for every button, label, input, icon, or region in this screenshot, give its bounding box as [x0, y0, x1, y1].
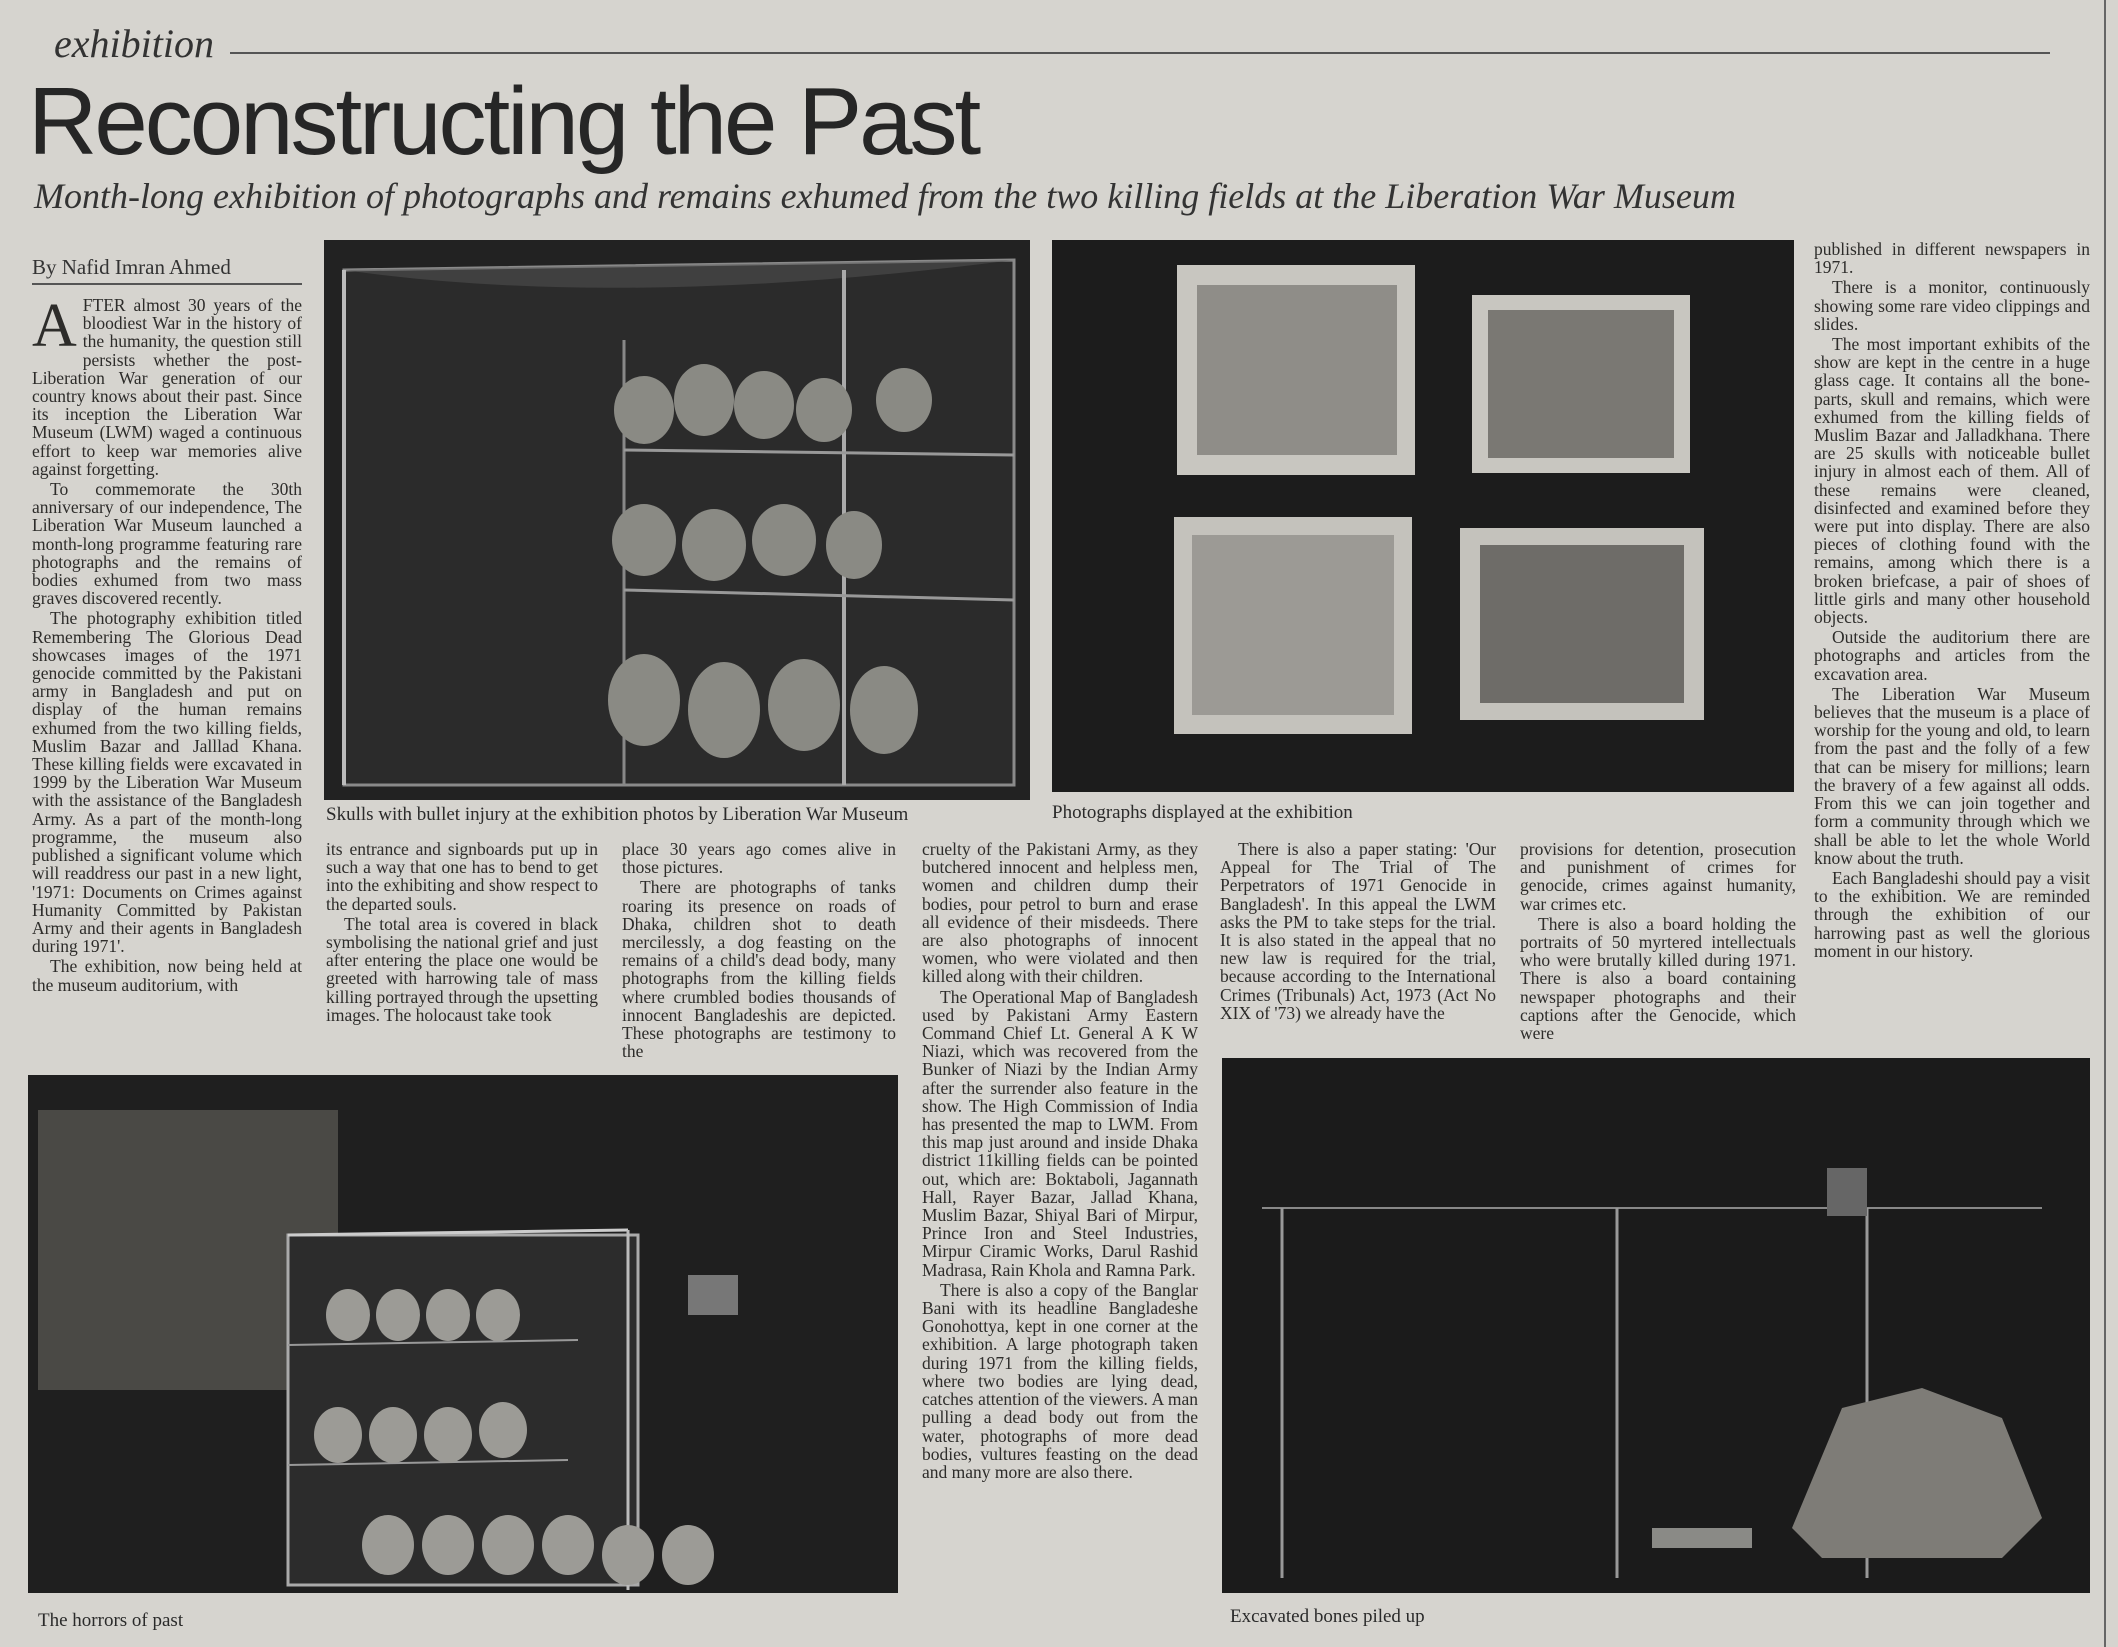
column-5-paragraph: There is also a paper stating: 'Our Appeal for The Trial of The Perpetrators of 1971 Genocide in Bangladesh'. In this appeal the LWM asks the PM to take steps for the trial. It is also stated in the appeal that no new law is required for the trial, because according to the International Crimes (Tribunals) Act, 1973 (Act No XIX of '73) we already have the — [1220, 840, 1496, 1023]
column-1-paragraph: The photography exhibition titled Remembering The Glorious Dead showcases images of the 1971 genocide committed by the Pakistani army in Bangladesh and put on display of the human remains exhumed from the two killing fields, Muslim Bazar and Jalllad Khana. These killing fields were excavated in 1999 by the Liberation War Museum with the assistance of the Bangladesh Army. As a part of the month-long programme, the museum also published a significant volume which will readdress our past in a new light, '1971: Documents on Crimes against Humanity Committed by Pakistan Army and their agents in Bangladesh during 1971'. — [32, 608, 302, 957]
article-column-4 — [922, 840, 1198, 1610]
caption-bones: Excavated bones piled up — [1230, 1606, 1425, 1627]
drop-cap: A — [32, 296, 77, 360]
column-7-paragraph: The Liberation War Museum believes that the museum is a place of worship for the young and old, to learn from the past and the folly of a few that can be misery for millions; learn the bravery of a few against all odds. From this we can join together and form a community through which we shall be able to let the whole World know about the truth. — [1814, 683, 2090, 868]
column-1-paragraph: To commemorate the 30th anniversary of our independence, The Liberation War Museum launched a month-long programme featuring rare photographs and the remains of bodies exhumed from two mass graves discovered recently. — [32, 479, 302, 609]
column-6-paragraph: There is also a board holding the portraits of 50 myrtered intellectuals who were brutally killed during 1971. There is also a board containing newspaper photographs and their captions after the Genocide, which were — [1520, 913, 1796, 1044]
column-1-paragraph: FTER almost 30 years of the bloodiest War in the history of the humanity, the question still persists whether the post-Liberation War generation of our country knows about their past. Since its inception the Liberation War Museum (LWM) waged a continuous effort to keep war memories alive against forgetting. — [32, 296, 302, 479]
photo-excavated-bones — [1222, 1058, 2090, 1593]
column-7-paragraph: published in different newspapers in 1971. — [1814, 240, 2090, 278]
article-column-3 — [622, 840, 896, 1065]
column-2-paragraph: The total area is covered in black symbolising the national grief and just after entering the place one would be greeted with harrowing tale of mass killing portrayed through the upsetting images. The holocaust take took — [326, 913, 598, 1025]
byline-rule — [32, 283, 302, 285]
caption-photographs: Photographs displayed at the exhibition — [1052, 802, 1353, 823]
article-column-2 — [326, 840, 598, 1065]
column-7-paragraph: Outside the auditorium there are photographs and articles from the excavation area. — [1814, 627, 2090, 684]
column-7-paragraph: Each Bangladeshi should pay a visit to the exhibition. We are reminded through the exhibition of our harrowing past as well the glorious moment in our history. — [1814, 867, 2090, 961]
column-4-paragraph: There is also a copy of the Banglar Bani with its headline Bangladeshe Gonohottya, kept in one corner at the exhibition. A large photograph taken during 1971 from the killing fields, where two bodies are lying dead, catches attention of the viewers. A man pulling a dead body out from the water, photographs of more dead bodies, vultures feasting on the dead and many more are also there. — [922, 1279, 1198, 1482]
subheadline: Month-long exhibition of photographs and remains exhumed from the two killing fields at the Liberation War Museum — [34, 176, 1736, 216]
column-3-paragraph: There are photographs of tanks roaring its presence on roads of Dhaka, children shot to death mercilessly, a dog feasting on the remains of a child's dead body, many photographs from the killing fields where crumbled bodies thousands of innocent Bangladeshis are depicted. These photographs are testimony to the — [622, 877, 896, 1062]
page-edge-rule — [2104, 0, 2106, 1647]
photo-horrors-of-past — [28, 1075, 898, 1593]
top-rule — [230, 52, 2050, 54]
column-7-paragraph: The most important exhibits of the show are kept in the centre in a huge glass cage. It contains all the bone-parts, skull and remains, which were exhumed from the killing fields of Muslim Bazar and Jalladkhana. There are 25 skulls with noticeable bullet injury in almost each of them. All of these remains were cleaned, disinfected and examined before they were put into display. There are also pieces of clothing found with the remains, among which there is a broken briefcase, a pair of shoes of little girls and many other household objects. — [1814, 334, 2090, 628]
section-label: exhibition — [54, 21, 214, 66]
article-column-7 — [1814, 240, 2090, 1045]
column-2-paragraph: its entrance and signboards put up in such a way that one has to bend to get into the exhibiting and show respect to the departed souls. — [326, 840, 598, 914]
column-3-paragraph: place 30 years ago comes alive in those pictures. — [622, 840, 896, 878]
column-6-paragraph: provisions for detention, prosecution and punishment of crimes for genocide, crimes against humanity, war crimes etc. — [1520, 840, 1796, 914]
caption-skulls: Skulls with bullet injury at the exhibition photos by Liberation War Museum — [326, 804, 909, 825]
article-column-1 — [32, 296, 302, 1066]
photo-wall-photographs — [1052, 240, 1794, 792]
headline: Reconstructing the Past — [28, 68, 979, 175]
column-4-paragraph: cruelty of the Pakistani Army, as they butchered innocent and helpless men, women and children dump their bodies, pour petrol to burn and erase all evidence of their misdeeds. There are also photographs of innocent women, who were violated and then killed along with their children. — [922, 840, 1198, 987]
article-column-5 — [1220, 840, 1496, 1045]
byline: By Nafid Imran Ahmed — [32, 255, 231, 279]
article-column-6 — [1520, 840, 1796, 1045]
caption-horrors: The horrors of past — [38, 1610, 184, 1631]
column-4-paragraph: The Operational Map of Bangladesh used by Pakistani Army Eastern Command Chief Lt. General A K W Niazi, which was recovered from the Bunker of Niazi by the Indian Army after the surrender also feature in the show. The High Commission of India has presented the map to LWM. From this map just around and inside Dhaka district 11killing fields can be pointed out, which are: Boktaboli, Jagannath Hall, Rayer Bazar, Jallad Khana, Muslim Bazar, Shiyal Bari of Mirpur, Prince Iron and Steel Industries, Mirpur Ciramic Works, Darul Rashid Madrasa, Rain Khola and Ramna Park. — [922, 986, 1198, 1280]
column-7-paragraph: There is a monitor, continuously showing some rare video clippings and slides. — [1814, 277, 2090, 334]
photo-skulls-glass-case — [324, 240, 1030, 800]
column-1-paragraph: The exhibition, now being held at the museum auditorium, with — [32, 956, 302, 995]
